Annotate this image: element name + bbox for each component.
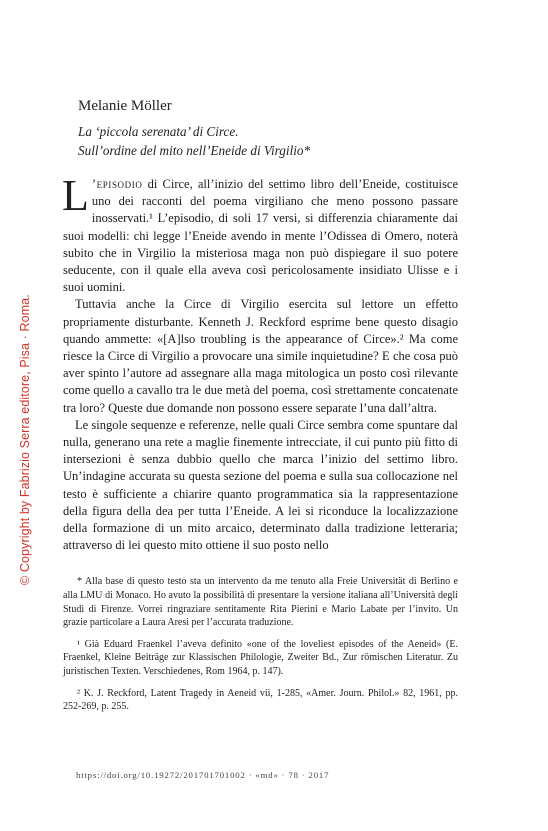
title-line-1: La ‘piccola serenata’ di Circe.: [78, 124, 239, 139]
drop-cap: L: [62, 171, 89, 220]
paragraph-3: Le singole sequenze e referenze, nelle quali Circe sembra come spuntare dal nulla, generano una rete a maglie finemente intrecciate, il cui punto più fitto di intersezioni è senza dubbio quello che marca l’inizio del settimo libro. Un’indagine accurata su questa sezione del poema e sulla sua collocazione nel testo è sufficiente a chiarire quanto programmatica sia la rappresentazione della figura della dea per tutta l’Eneide. A lei si riconduce la localizzazione della formazione di un mito arcaico, determinato dalla tradizione letteraria; attraverso di lei questo mito ottiene il suo posto nello: [63, 417, 458, 553]
paragraph-1-text: di Circe, all’inizio del settimo libro dell’Eneide, costituisce uno dei racconti del poema virgiliano che meno possono passare inosservati.¹ L’episodio, di soli 17 versi, si differenzia chiaramente dai suoi modelli: chi legge l’Eneide avendo in mente l’Odissea di Omero, noterà subito che in Virgilio la misteriosa maga non può dispiegare il suo potere seducente, con il quale ella aveva così pericolosamente insidiato Ulisse e i suoi uomini.: [63, 177, 458, 295]
article-body: [62, 171, 458, 554]
paragraph-2: Tuttavia anche la Circe di Virgilio esercita sul lettore un effetto propriamente disturbante. Kenneth J. Reckford esprime bene questo disagio quando ammette: «[A]lso troubling is the appearance of Circe».² Ma come riesce la Circe di Virgilio a provocare una simile inquietudine? E che cosa può aver spinto l’autore ad assegnare alla maga mitologica un posto così rilevante come quello a cavallo tra le due metà del poema, così strettamente concatenate tra loro? Queste due domande non possono essere separate l’una dall’altra.: [63, 297, 458, 415]
footnotes: [63, 575, 458, 713]
footnote-2: ² K. J. Reckford, Latent Tragedy in Aeneid vii, 1-285, «Amer. Journ. Philol.» 82, 1961, pp. 252-269, p. 255.: [63, 687, 458, 713]
copyright-text: © Copyright by Fabrizio Serra editore, Pisa · Roma.: [18, 294, 32, 585]
footnote-1: ¹ Già Eduard Fraenkel l’aveva definito «one of the loveliest episodes of the Aeneid» (E. Fraenkel, Kleine Beiträge zur Klassischen Philologie, Zweiter Bd., Zur römischen Literatur. Zu juristischen Texten. Verschiedenes, Rom 1964, p. 147).: [63, 638, 458, 678]
footnote-star: * Alla base di questo testo sta un intervento da me tenuto alla Freie Universität di Berlino e alla LMU di Monaco. Ho avuto la possibilità di presentare la versione italiana all’Università degli Studi di Firenze. Vorrei ringraziare sentitamente Rita Pierini e Mario Labate per l’invito. Un grazie particolare a Laura Aresi per l’accurata traduzione.: [63, 576, 458, 629]
paragraph-1-lead: ’episodio: [91, 177, 143, 191]
article-title: [78, 122, 458, 160]
doi-footer: https://doi.org/10.19272/201701701002 · «md» · 78 · 2017: [76, 770, 330, 780]
paragraph-1: [62, 171, 458, 296]
title-line-2: Sull’ordine del mito nell’Eneide di Virgilio*: [78, 143, 311, 158]
author-name: Melanie Möller: [78, 98, 172, 114]
copyright-notice: [18, 255, 34, 585]
article-page: [63, 96, 458, 722]
